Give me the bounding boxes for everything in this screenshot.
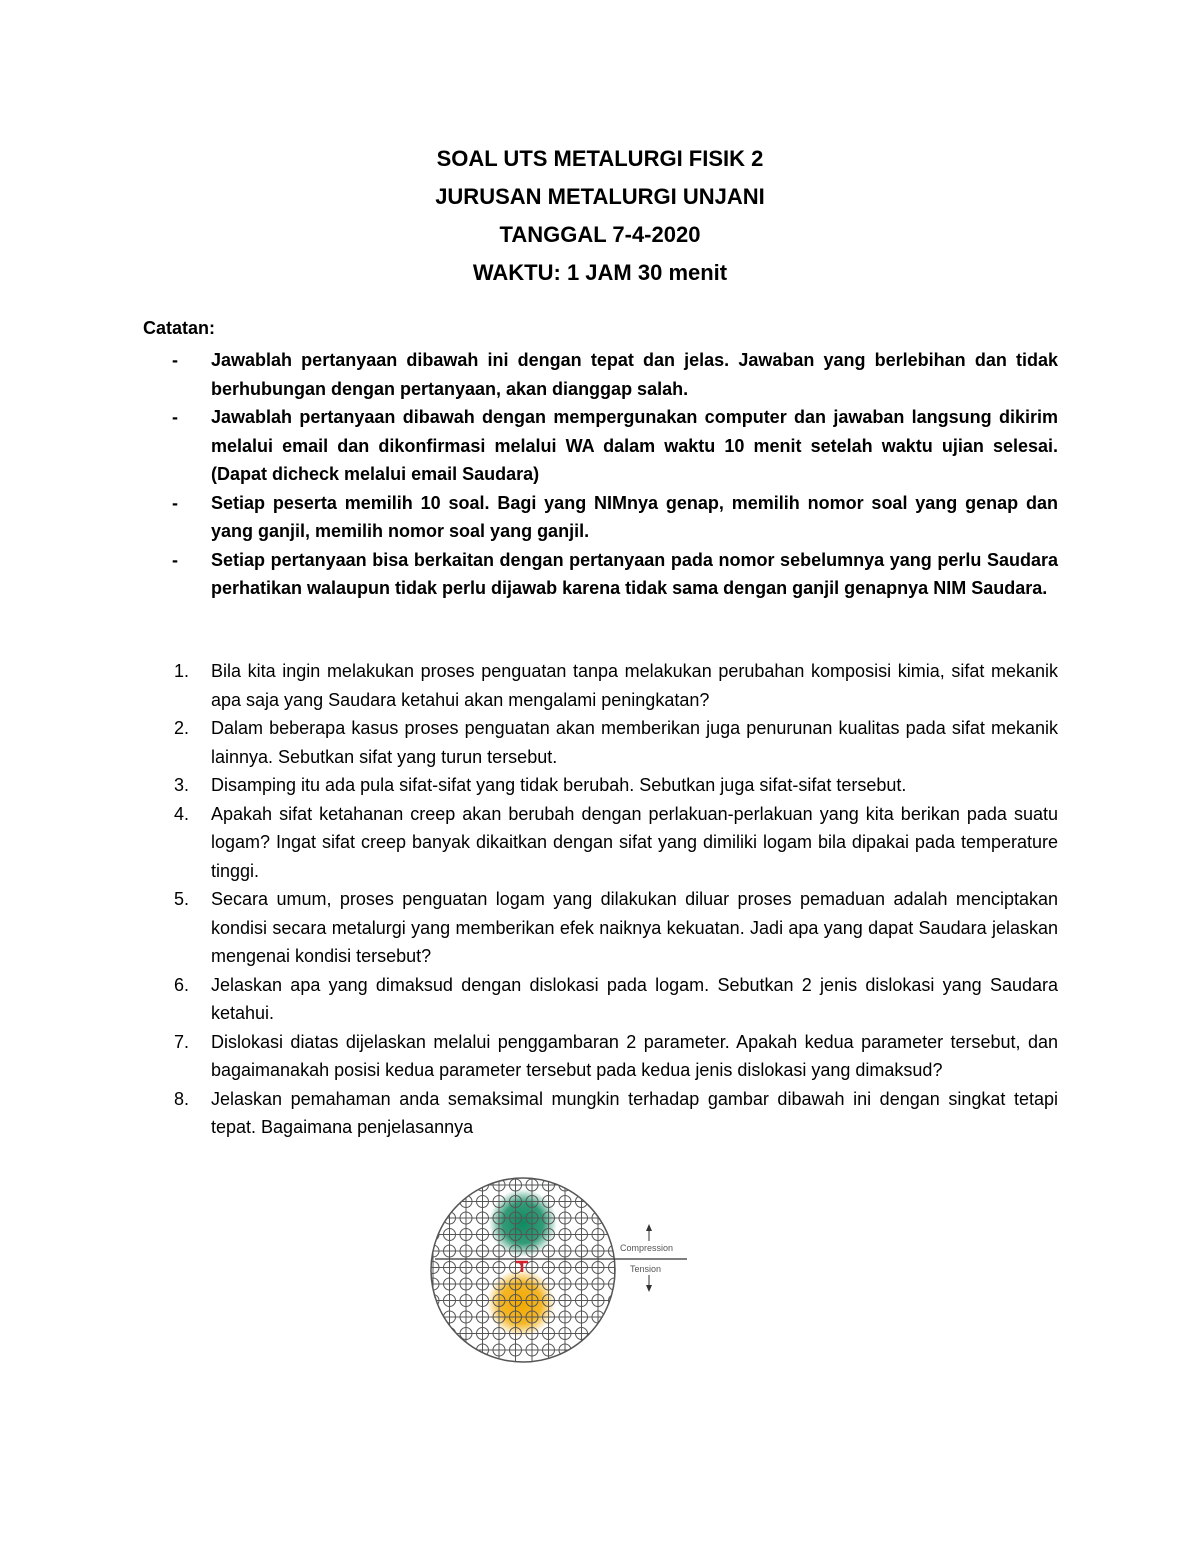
question-text: Disamping itu ada pula sifat-sifat yang tidak berubah. Sebutkan juga sifat-sifat tersebut. xyxy=(211,775,907,795)
note-item xyxy=(170,346,1058,403)
note-item xyxy=(170,546,1058,603)
question-text: Dalam beberapa kasus proses penguatan akan memberikan juga penurunan kualitas pada sifat mekanik lainnya. Sebutkan sifat yang turun tersebut. xyxy=(211,718,1058,767)
dislocation-diagram xyxy=(425,1175,690,1370)
exam-header xyxy=(0,140,1200,292)
notes-title: Catatan: xyxy=(143,318,216,338)
atom xyxy=(427,1344,439,1356)
question-item xyxy=(170,800,1058,886)
tension-label: Tension xyxy=(630,1264,662,1274)
notes-list xyxy=(170,346,1058,603)
question-text: Jelaskan apa yang dimaksud dengan dislokasi pada logam. Sebutkan 2 jenis dislokasi yang Saudara ketahui. xyxy=(211,974,1058,1023)
atom xyxy=(427,1311,439,1323)
atom xyxy=(609,1344,621,1356)
note-text: Jawablah pertanyaan dibawah dengan mempergunakan computer dan jawaban langsung dikirim melalui email dan dikonfirmasi melalui WA dalam waktu 10 menit setelah waktu ujian selesai. (Dapat dicheck melalui email Saudara) xyxy=(211,407,1058,484)
atom xyxy=(444,1196,456,1208)
exam-duration: WAKTU: 1 JAM 30 menit xyxy=(472,260,728,285)
atom xyxy=(609,1179,621,1191)
note-bullet: - xyxy=(172,350,178,370)
atom xyxy=(576,1179,588,1191)
atom xyxy=(592,1196,604,1208)
question-item xyxy=(170,657,1058,714)
atom xyxy=(427,1179,439,1191)
compression-arrow xyxy=(646,1224,652,1241)
question-number: 7. xyxy=(174,1031,190,1052)
question-item xyxy=(170,885,1058,971)
atom xyxy=(460,1179,472,1191)
atom xyxy=(609,1196,621,1208)
question-item xyxy=(170,971,1058,1028)
question-text: Dislokasi diatas dijelaskan melalui penggambaran 2 parameter. Apakah kedua parameter tersebut, dan bagaimanakah posisi kedua parameter tersebut pada kedua jenis dislokasi yang dimaksud? xyxy=(211,1031,1058,1080)
atom xyxy=(427,1328,439,1340)
question-item xyxy=(170,1028,1058,1085)
atom xyxy=(609,1311,621,1323)
atom xyxy=(444,1328,456,1340)
question-text: Secara umum, proses penguatan logam yang dilakukan diluar proses pemaduan adalah menciptakan kondisi secara metalurgi yang memberikan efek naiknya kekuatan. Jadi apa yang dapat Saudara jelaskan mengenai kondisi tersebut? xyxy=(211,889,1058,966)
crystal-lattice xyxy=(425,1175,625,1370)
note-text: Jawablah pertanyaan dibawah ini dengan tepat dan jelas. Jawaban yang berlebihan dan tidak berhubungan dengan pertanyaan, akan dianggap salah. xyxy=(211,350,1058,399)
atom xyxy=(444,1344,456,1356)
question-number: 4. xyxy=(174,803,190,824)
atom xyxy=(427,1212,439,1224)
tension-arrow xyxy=(646,1275,652,1292)
question-item xyxy=(170,1085,1058,1142)
note-bullet: - xyxy=(172,492,178,513)
question-number: 5. xyxy=(174,889,190,909)
question-number: 6. xyxy=(174,974,190,995)
atom xyxy=(592,1179,604,1191)
exam-date: TANGGAL 7-4-2020 xyxy=(499,222,701,247)
atom xyxy=(427,1196,439,1208)
atom xyxy=(576,1344,588,1356)
note-text: Setiap peserta memilih 10 soal. Bagi yang NIMnya genap, memilih nomor soal yang genap dan yang ganjil, memilih nomor soal yang ganjil. xyxy=(211,492,1058,541)
question-item xyxy=(170,714,1058,771)
question-text: Bila kita ingin melakukan proses penguatan tanpa melakukan perubahan komposisi kimia, sifat mekanik apa saja yang Saudara ketahui akan mengalami peningkatan? xyxy=(211,661,1058,710)
atom xyxy=(609,1328,621,1340)
question-text: Apakah sifat ketahanan creep akan berubah dengan perlakuan-perlakuan yang kita berikan pada suatu logam? Ingat sifat creep banyak dikaitkan dengan sifat yang dimiliki logam bila dipakai pada temperature tinggi. xyxy=(211,803,1058,881)
question-number: 1. xyxy=(174,661,190,681)
note-bullet: - xyxy=(172,407,178,427)
question-number: 2. xyxy=(174,718,190,738)
note-text: Setiap pertanyaan bisa berkaitan dengan pertanyaan pada nomor sebelumnya yang perlu Saudara perhatikan walaupun tidak perlu dijawab karena tidak sama dengan ganjil genapnya NIM Saudara. xyxy=(211,549,1058,598)
question-item xyxy=(170,771,1058,800)
questions-list xyxy=(170,657,1058,1142)
note-item xyxy=(170,489,1058,546)
atom xyxy=(609,1212,621,1224)
question-number: 3. xyxy=(174,775,190,795)
note-bullet: - xyxy=(172,549,178,570)
note-item xyxy=(170,403,1058,489)
exam-title: SOAL UTS METALURGI FISIK 2 xyxy=(436,146,764,171)
atom xyxy=(444,1179,456,1191)
question-number: 8. xyxy=(174,1088,190,1109)
exam-department: JURUSAN METALURGI UNJANI xyxy=(435,184,765,209)
question-text: Jelaskan pemahaman anda semaksimal mungkin terhadap gambar dibawah ini dengan singkat tetapi tepat. Bagaimana penjelasannya xyxy=(211,1088,1058,1137)
atom xyxy=(592,1344,604,1356)
compression-label: Compression xyxy=(620,1243,674,1253)
dislocation-figure xyxy=(425,1175,690,1370)
